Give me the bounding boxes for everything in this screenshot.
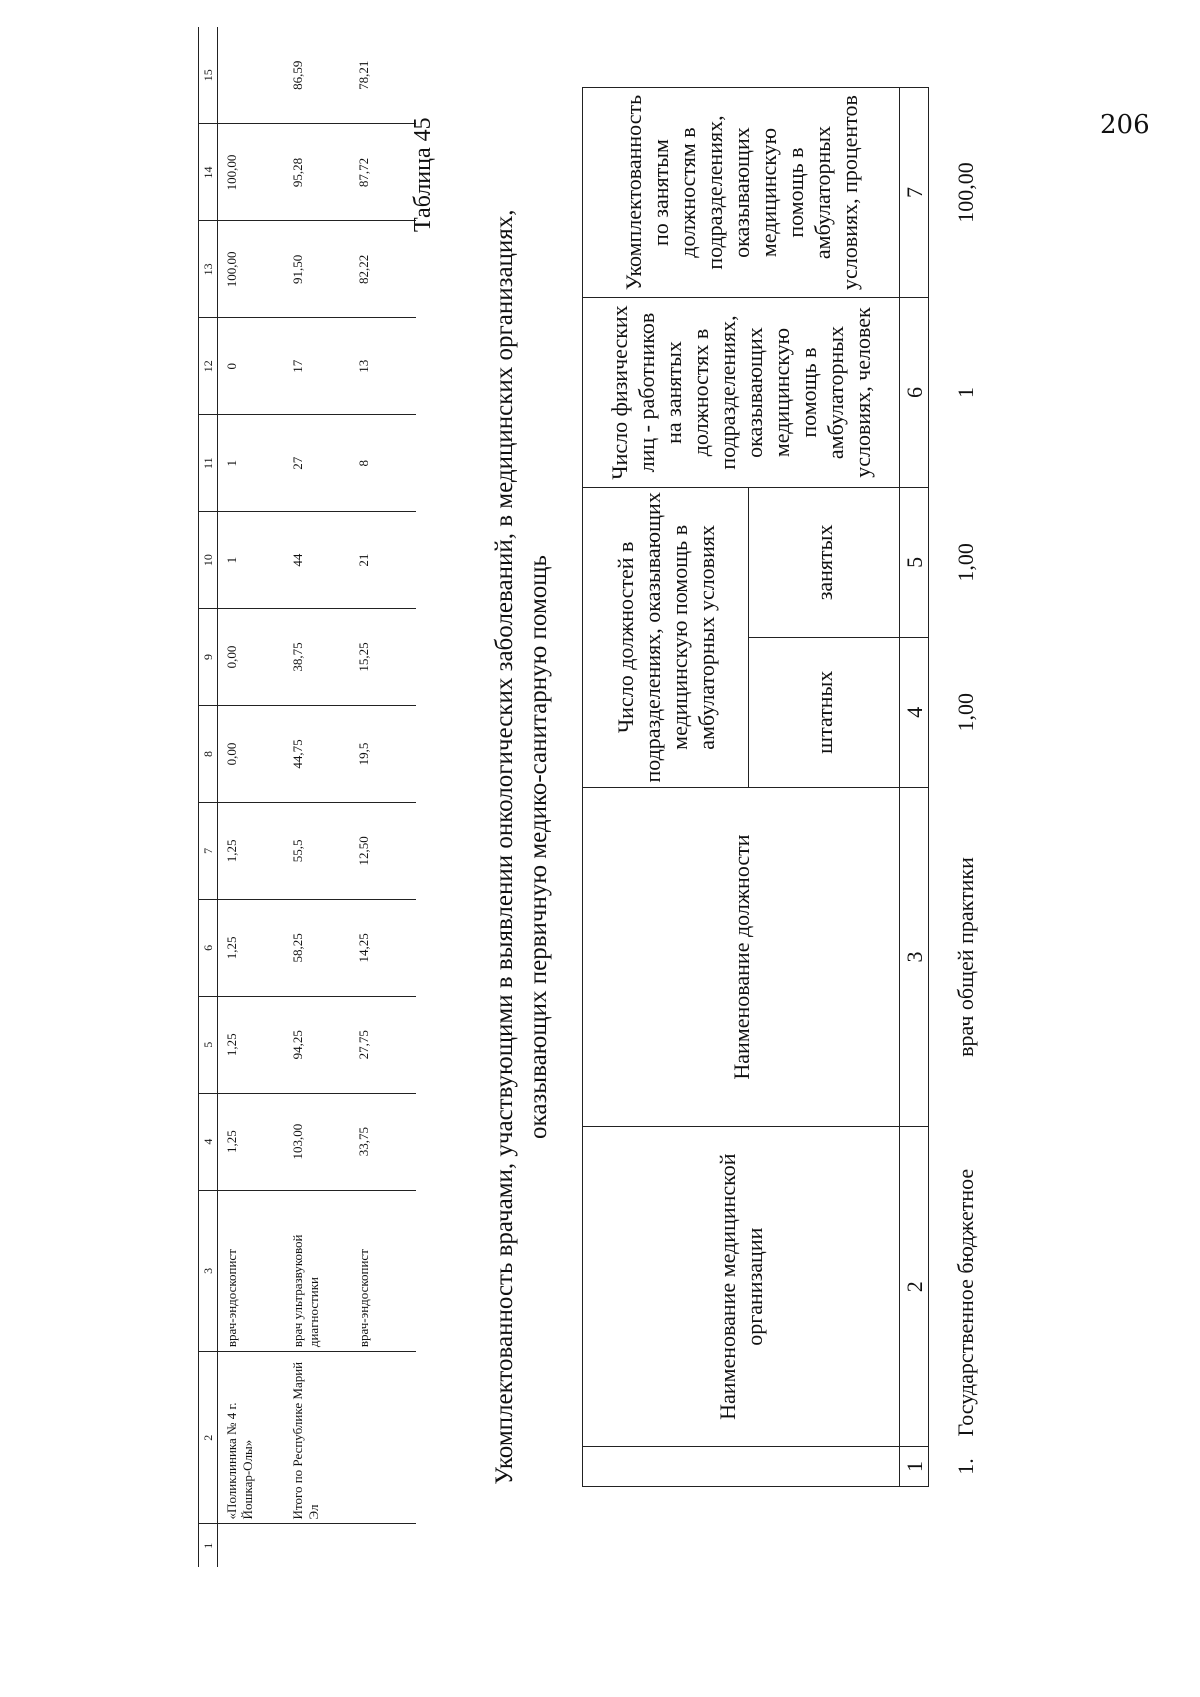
cell: 21 [350, 512, 416, 609]
col-num: 13 [199, 221, 218, 318]
row-number: 1. [952, 1458, 978, 1475]
cell: 95,28 [284, 124, 350, 221]
cell: 0 [218, 318, 285, 415]
cell [284, 1524, 350, 1567]
col-num: 8 [199, 706, 218, 803]
cell [350, 1524, 416, 1567]
col-num: 10 [199, 512, 218, 609]
cell: 14,25 [350, 899, 416, 996]
cell: 1,25 [218, 802, 285, 899]
cell [218, 27, 285, 124]
cell: 103,00 [284, 1093, 350, 1190]
cell: 1,25 [218, 1093, 285, 1190]
cell: 15,25 [350, 609, 416, 706]
cell: 58,25 [284, 899, 350, 996]
col-num: 2 [199, 1352, 218, 1524]
cell: 1 [218, 512, 285, 609]
col-num: 11 [199, 415, 218, 512]
col-num: 7 [199, 802, 218, 899]
cell: 12,50 [350, 802, 416, 899]
header-staff: штатных [749, 637, 900, 787]
continuation-table [198, 27, 416, 1567]
header-staffing: Укомплектованность по занятым должностям в подразделениях, оказывающих медицинскую помощь в амбулаторных условиях, процентов [583, 88, 900, 298]
org-cell: «Поликлиника № 4 г. Йошкар-Олы» [218, 1352, 285, 1524]
col-num: 9 [199, 609, 218, 706]
title-line: оказывающих первичную медико-санитарную помощь [525, 555, 552, 1139]
cell: 82,22 [350, 221, 416, 318]
col-num: 5 [199, 996, 218, 1093]
cell: 27 [284, 415, 350, 512]
persons-cell: 1 [952, 387, 978, 399]
cell: 0,00 [218, 706, 285, 803]
staff-cell: 1,00 [952, 693, 978, 732]
cell: 55,5 [284, 802, 350, 899]
continuation-column-numbers [199, 27, 218, 1567]
cell: 17 [284, 318, 350, 415]
column-number-row [900, 88, 929, 1487]
cell: 1,25 [218, 996, 285, 1093]
cell: 86,59 [290, 60, 305, 90]
cell: 100,00 [218, 221, 285, 318]
cell [218, 1524, 285, 1567]
header-position: Наименование должности [583, 787, 900, 1127]
cell: 100,00 [218, 124, 285, 221]
col-num: 2 [900, 1127, 929, 1447]
org-cell: Итого по Республике Марий Эл [284, 1352, 350, 1524]
col-num: 3 [199, 1190, 218, 1352]
table-45 [582, 87, 1001, 1487]
cell: 0,00 [218, 609, 285, 706]
cell: 44,75 [284, 706, 350, 803]
cell: 19,5 [350, 706, 416, 803]
org-cell: Государственное бюджетное [952, 1168, 978, 1437]
col-num: 6 [199, 899, 218, 996]
position-cell: врач общей практики [952, 857, 978, 1057]
cell: 38,75 [284, 609, 350, 706]
org-cell [350, 1352, 416, 1524]
table-row [284, 27, 350, 1567]
header-cell [583, 1447, 900, 1487]
header-positions-count: Число должностей в подразделениях, оказывающих медицинскую помощь в амбулаторных условиях [583, 487, 749, 787]
header-row [583, 88, 749, 1487]
col-num: 6 [900, 298, 929, 488]
col-num: 3 [900, 787, 929, 1127]
position-cell: врач-эндоскопист [218, 1190, 285, 1352]
cell: 1 [218, 415, 285, 512]
table-row [929, 88, 1002, 1487]
page-number: 206 [1100, 110, 1150, 140]
cell: 27,75 [350, 996, 416, 1093]
col-num: 7 [900, 88, 929, 298]
cell: 78,21 [356, 60, 371, 90]
table-label: Таблица 45 [410, 117, 436, 232]
col-num: 4 [900, 637, 929, 787]
header-occupied: занятых [749, 487, 900, 637]
occupied-cell: 1,00 [952, 543, 978, 582]
header-org: Наименование медицинской организации [583, 1127, 900, 1447]
cell: 91,50 [284, 221, 350, 318]
cell: 33,75 [350, 1093, 416, 1190]
col-num: 4 [199, 1093, 218, 1190]
cell: 8 [350, 415, 416, 512]
col-num: 5 [900, 487, 929, 637]
col-num: 12 [199, 318, 218, 415]
position-cell: врач ультразвуковой диагностики [284, 1190, 350, 1352]
cell: 44 [284, 512, 350, 609]
col-num: 15 [199, 27, 218, 124]
cell: 13 [350, 318, 416, 415]
table-row [218, 27, 285, 1567]
cell: 94,25 [284, 996, 350, 1093]
cell: 1,25 [218, 899, 285, 996]
header-persons: Число физических лиц - работников на занятых должностях в подразделениях, оказывающих медицинскую помощь в амбулаторных условиях, человек [583, 298, 900, 488]
cell: 87,72 [350, 124, 416, 221]
table-title [488, 147, 556, 1547]
col-num: 1 [900, 1447, 929, 1487]
col-num: 14 [199, 124, 218, 221]
position-cell: врач-эндоскопист [350, 1190, 416, 1352]
staffing-cell: 100,00 [952, 162, 978, 223]
col-num: 1 [199, 1524, 218, 1567]
title-line: Укомплектованность врачами, участвующими в выявлении онкологических заболеваний, в медицинских организациях, [491, 209, 518, 1485]
table-row [350, 27, 416, 1567]
